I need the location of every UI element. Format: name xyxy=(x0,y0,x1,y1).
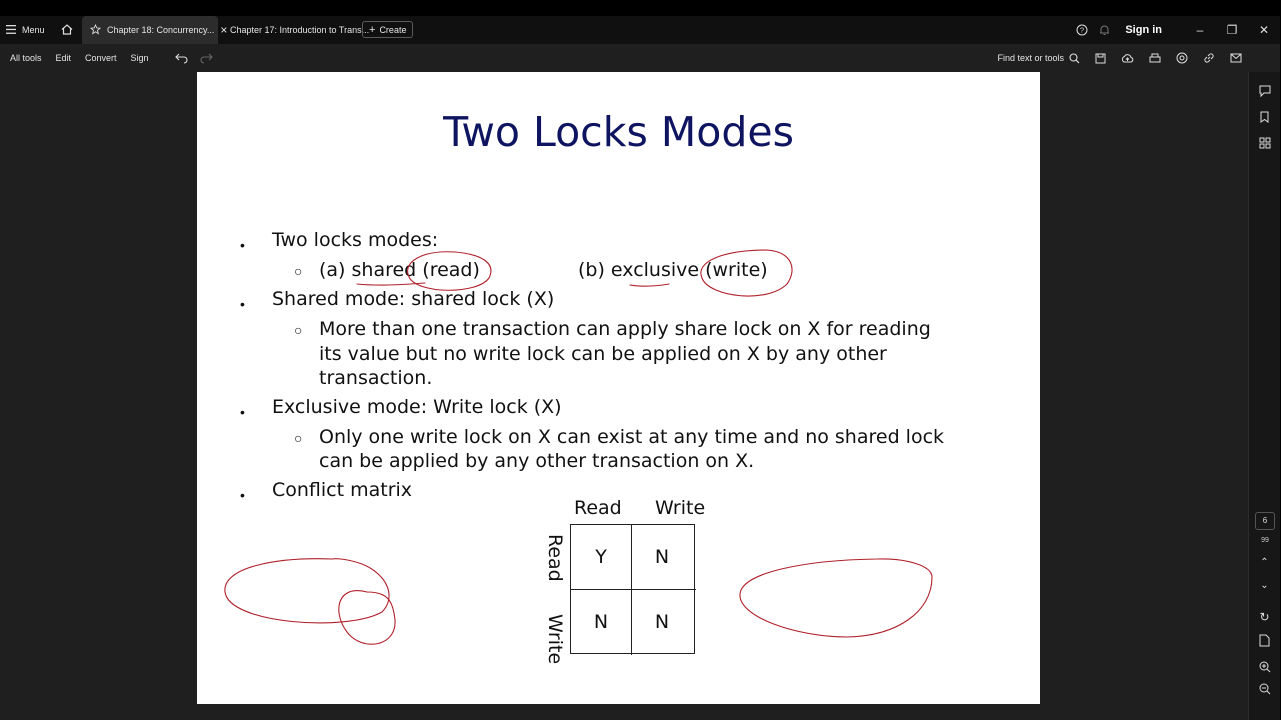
find-label: Find text or tools xyxy=(997,53,1064,63)
tab-label: Chapter 17: Introduction to Trans... xyxy=(230,25,370,35)
edit-button[interactable]: Edit xyxy=(55,53,72,63)
total-pages: 99 xyxy=(1261,537,1269,544)
email-icon[interactable] xyxy=(1229,52,1242,65)
minimize-icon[interactable]: – xyxy=(1196,23,1204,37)
bullet-dot: • xyxy=(240,296,245,312)
save-icon[interactable] xyxy=(1094,52,1107,65)
conflict-matrix xyxy=(570,524,695,654)
matrix-col-header-read: Read xyxy=(574,497,622,519)
matrix-cell-write-write: N xyxy=(654,611,670,633)
ink-loop-left-inner xyxy=(339,591,395,645)
matrix-cell-read-read: Y xyxy=(595,546,607,568)
matrix-col-header-write: Write xyxy=(655,497,706,519)
right-rail xyxy=(1248,72,1280,720)
link-icon[interactable] xyxy=(1202,52,1215,65)
bullet-dot: • xyxy=(240,237,245,253)
thumbnails-icon[interactable] xyxy=(1258,136,1272,150)
sub-bullet-circle: ○ xyxy=(294,430,303,446)
shared-mode-desc-line-1: More than one transaction can apply share lock on X for reading xyxy=(319,318,931,340)
tabbar-right-controls xyxy=(1071,16,1280,44)
hamburger-icon xyxy=(6,25,16,36)
close-window-icon[interactable]: ✕ xyxy=(1258,23,1270,37)
bullet-shared-mode: Shared mode: shared lock (X) xyxy=(272,288,555,310)
menu-label: Menu xyxy=(22,25,45,35)
home-button[interactable] xyxy=(57,16,77,44)
upload-cloud-icon[interactable] xyxy=(1121,52,1134,65)
document-icon[interactable] xyxy=(1259,634,1270,652)
tab-bar xyxy=(0,0,1280,44)
slide-title: Two Locks Modes xyxy=(443,108,794,156)
current-page-input[interactable]: 6 xyxy=(1255,512,1275,530)
zoom-out-icon[interactable] xyxy=(1259,682,1271,700)
sign-button[interactable]: Sign xyxy=(130,53,149,63)
close-icon[interactable]: × xyxy=(220,23,228,37)
svg-text:?: ? xyxy=(1080,25,1085,35)
find-text-button[interactable] xyxy=(997,53,1080,64)
matrix-cell-read-write: N xyxy=(654,546,670,568)
search-icon xyxy=(1069,53,1080,64)
create-button[interactable] xyxy=(362,21,413,38)
menu-button[interactable] xyxy=(6,16,45,44)
restore-icon[interactable]: ❐ xyxy=(1226,23,1238,37)
zoom-in-icon[interactable] xyxy=(1259,660,1271,678)
exclusive-mode-desc-line-2: can be applied by any other transaction on X. xyxy=(319,450,755,472)
document-viewport[interactable] xyxy=(0,72,1248,720)
rotate-icon[interactable]: ↻ xyxy=(1259,610,1270,624)
help-icon[interactable] xyxy=(1071,24,1093,36)
matrix-row-header-read: Read xyxy=(544,534,566,582)
chevron-up-icon[interactable]: ⌃ xyxy=(1260,557,1269,568)
redo-icon[interactable] xyxy=(200,52,213,65)
exclusive-mode-desc-line-1: Only one write lock on X can exist at any time and no shared lock xyxy=(319,426,945,448)
tab-chapter-17[interactable] xyxy=(222,16,370,44)
toolbar xyxy=(0,44,1248,72)
shared-mode-desc-line-2: its value but no write lock can be applied on X by any other xyxy=(319,343,887,365)
tab-label: Chapter 18: Concurrency... xyxy=(107,25,215,35)
home-icon xyxy=(61,24,73,37)
bullet-dot: • xyxy=(240,404,245,420)
print-icon[interactable] xyxy=(1148,52,1161,65)
ai-assistant-icon[interactable] xyxy=(1175,52,1188,65)
toolbar-right xyxy=(997,44,1242,72)
sign-in-button[interactable]: Sign in xyxy=(1125,24,1162,36)
pdf-page xyxy=(197,72,1040,704)
plus-icon: + xyxy=(369,23,376,36)
sub-bullet-circle: ○ xyxy=(294,263,303,279)
ink-loop-left xyxy=(225,559,389,623)
ink-underline-shared xyxy=(357,283,425,285)
bullet-conflict-matrix: Conflict matrix xyxy=(272,479,413,501)
bell-icon[interactable] xyxy=(1093,24,1115,36)
bullet-two-lock-modes: Two locks modes: xyxy=(272,229,439,251)
create-label: Create xyxy=(379,24,407,35)
bullet-exclusive-mode: Exclusive mode: Write lock (X) xyxy=(272,396,562,418)
matrix-cell-write-read: N xyxy=(593,611,609,633)
bullet-dot: • xyxy=(240,487,245,503)
star-icon[interactable] xyxy=(90,24,101,37)
chevron-down-icon[interactable]: ⌄ xyxy=(1260,580,1269,591)
exclusive-write-mode: (b) exclusive (write) xyxy=(578,259,768,281)
undo-icon[interactable] xyxy=(175,52,188,65)
sub-bullet-circle: ○ xyxy=(294,322,303,338)
matrix-row-header-write: Write xyxy=(544,614,566,665)
bookmark-icon[interactable] xyxy=(1258,110,1272,124)
comment-icon[interactable] xyxy=(1258,84,1272,98)
ink-loop-right xyxy=(740,559,932,637)
shared-read-mode: (a) shared (read) xyxy=(319,259,480,281)
all-tools-button[interactable]: All tools xyxy=(10,53,42,63)
tab-chapter-18[interactable] xyxy=(82,16,228,44)
shared-mode-desc-line-3: transaction. xyxy=(319,367,433,389)
convert-button[interactable]: Convert xyxy=(85,53,117,63)
ink-underline-exclusive xyxy=(630,284,669,286)
